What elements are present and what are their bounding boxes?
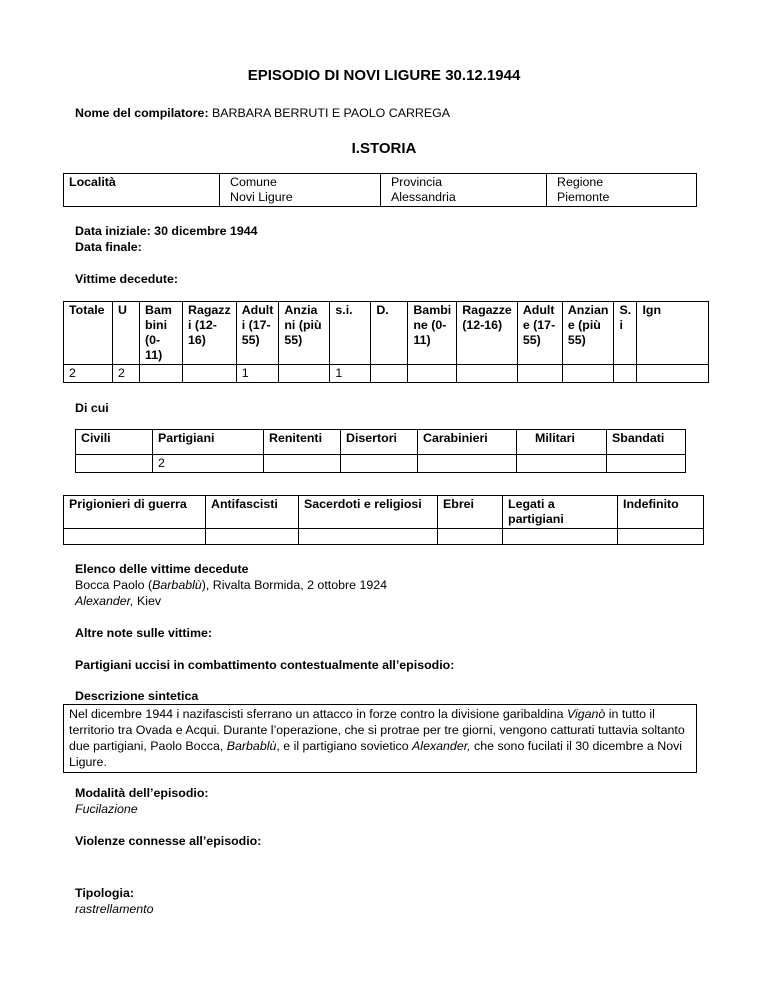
dicui-value-cell [341,455,418,473]
categories-header-cell: Indefinito [618,496,704,529]
victim-1-name: Bocca Paolo ( [75,578,153,592]
victims-header-cell: Anzia ni (più 55) [279,302,330,365]
descrizione-name: Alexander, [412,739,471,753]
victim-1-details: ), Rivalta Bormida, 2 ottobre 1924 [201,578,388,592]
descrizione-text: , e il partigiano sovietico [276,739,413,753]
descrizione-heading: Descrizione sintetica [75,689,199,703]
victims-header-cell: Adult i (17- 55) [236,302,279,365]
categories-value-cell [618,529,704,545]
victims-value-cell [517,365,562,383]
categories-value-cell [206,529,299,545]
victims-value-row [64,365,709,383]
comune-label: Comune [230,175,277,189]
vittime-heading: Vittime decedute: [75,272,179,286]
victims-value-cell [140,365,183,383]
victims-header-cell: Ragazze (12-16) [457,302,518,365]
data-finale: Data finale: [75,240,142,254]
elenco-victim-1 [75,577,387,593]
victims-header-cell: D. [371,302,408,365]
victims-header-cell: s.i. [330,302,371,365]
dicui-header-cell: Disertori [341,430,418,455]
comune-cell [220,174,381,207]
dicui-heading: Di cui [75,401,109,415]
regione-cell [547,174,697,207]
descrizione-box [63,704,697,773]
descrizione-division: Viganò [566,707,606,721]
dicui-value-cell [76,455,153,473]
dicui-header-cell: Partigiani [153,430,264,455]
tipologia-label: Tipologia: [75,886,134,900]
location-table [63,173,697,207]
categories-header-cell: Ebrei [438,496,503,529]
victims-value-cell: 2 [113,365,140,383]
dicui-value-cell [607,455,686,473]
section-title: I.STORIA [351,140,417,157]
categories-value-row [64,529,704,545]
victims-value-cell: 1 [330,365,371,383]
victims-header-cell: Anzian e (più 55) [562,302,614,365]
categories-table [63,495,704,545]
victims-value-cell [614,365,637,383]
compiler-value: BARBARA BERRUTI E PAOLO CARREGA [212,106,451,120]
categories-header-cell: Legati a partigiani [503,496,618,529]
categories-value-cell [64,529,206,545]
altre-note: Altre note sulle vittime: [75,626,213,640]
victims-header-cell: Bam bini (0- 11) [140,302,183,365]
provincia-cell [381,174,547,207]
victim-2-details: Kiev [133,594,162,608]
victims-header-cell: S. i [614,302,637,365]
localita-label: Località [69,175,116,189]
page-title: EPISODIO DI NOVI LIGURE 30.12.1944 [247,67,521,84]
victims-table [63,301,709,383]
modalita-label: Modalità dell’episodio: [75,786,209,800]
victim-2-name: Alexander, [75,594,134,608]
provincia-label: Provincia [391,175,442,189]
victims-value-cell: 1 [236,365,279,383]
categories-value-cell [503,529,618,545]
dicui-value-cell [517,455,607,473]
victims-value-cell [183,365,237,383]
dicui-header-cell: Sbandati [607,430,686,455]
regione-label: Regione [557,175,604,189]
victims-header-cell: Ign [637,302,709,365]
descrizione-text: Nel dicembre 1944 i nazifascisti sferrano un attacco in forze contro la divisione garibaldina [69,707,567,721]
modalita-value: Fucilazione [75,802,138,816]
descrizione-alias: Barbablù [226,739,277,753]
tipologia-value: rastrellamento [75,902,154,916]
victims-value-cell [371,365,408,383]
categories-value-cell [438,529,503,545]
categories-header-cell: Prigionieri di guerra [64,496,206,529]
victims-header-cell: U [113,302,140,365]
categories-header-row [64,496,704,529]
descrizione-text: in tutto il territorio tra Ovada e Acqui. Durante l’operazione, che si protrae per tre giorni, vengono catturati tuttavia soltanto due partigiani, Paolo Bocca, [69,707,685,753]
compiler-label: Nome del compilatore: [75,106,209,120]
victims-value-cell: 2 [64,365,113,383]
dicui-value-cell: 2 [153,455,264,473]
victims-value-cell [457,365,518,383]
descrizione-text: che sono fucilati il 30 dicembre a Novi Ligure. [69,739,683,769]
victims-header-cell: Ragazz i (12- 16) [183,302,237,365]
dicui-header-row [76,430,686,455]
dicui-value-row [76,455,686,473]
elenco-victim-2 [75,593,387,609]
victims-header-cell: Adult e (17- 55) [517,302,562,365]
provincia-value: Alessandria [391,190,456,204]
comune-value: Novi Ligure [230,190,293,204]
dicui-header-cell: Carabinieri [418,430,517,455]
data-iniziale: Data iniziale: 30 dicembre 1944 [75,224,258,238]
tipologia-section [75,885,154,917]
compiler-line [75,106,450,120]
dicui-header-cell: Civili [76,430,153,455]
dicui-header-cell: Renitenti [264,430,341,455]
dicui-header-cell: Militari [517,430,607,455]
victims-value-cell [562,365,614,383]
categories-value-cell [299,529,438,545]
victims-header-cell: Totale [64,302,113,365]
localita-cell [64,174,220,207]
victims-value-cell [279,365,330,383]
regione-value: Piemonte [557,190,610,204]
modalita-section [75,785,209,817]
elenco-section [75,561,387,609]
dicui-value-cell [418,455,517,473]
dicui-value-cell [264,455,341,473]
categories-header-cell: Antifascisti [206,496,299,529]
violenze-label: Violenze connesse all’episodio: [75,834,262,848]
elenco-heading: Elenco delle vittime decedute [75,562,249,576]
victims-header-row [64,302,709,365]
victim-1-alias: Barbablù [152,578,202,592]
victims-value-cell [637,365,709,383]
victims-value-cell [408,365,457,383]
partigiani-uccisi: Partigiani uccisi in combattimento contestualmente all’episodio: [75,658,455,672]
victims-header-cell: Bambi ne (0- 11) [408,302,457,365]
dicui-table [75,429,686,473]
categories-header-cell: Sacerdoti e religiosi [299,496,438,529]
